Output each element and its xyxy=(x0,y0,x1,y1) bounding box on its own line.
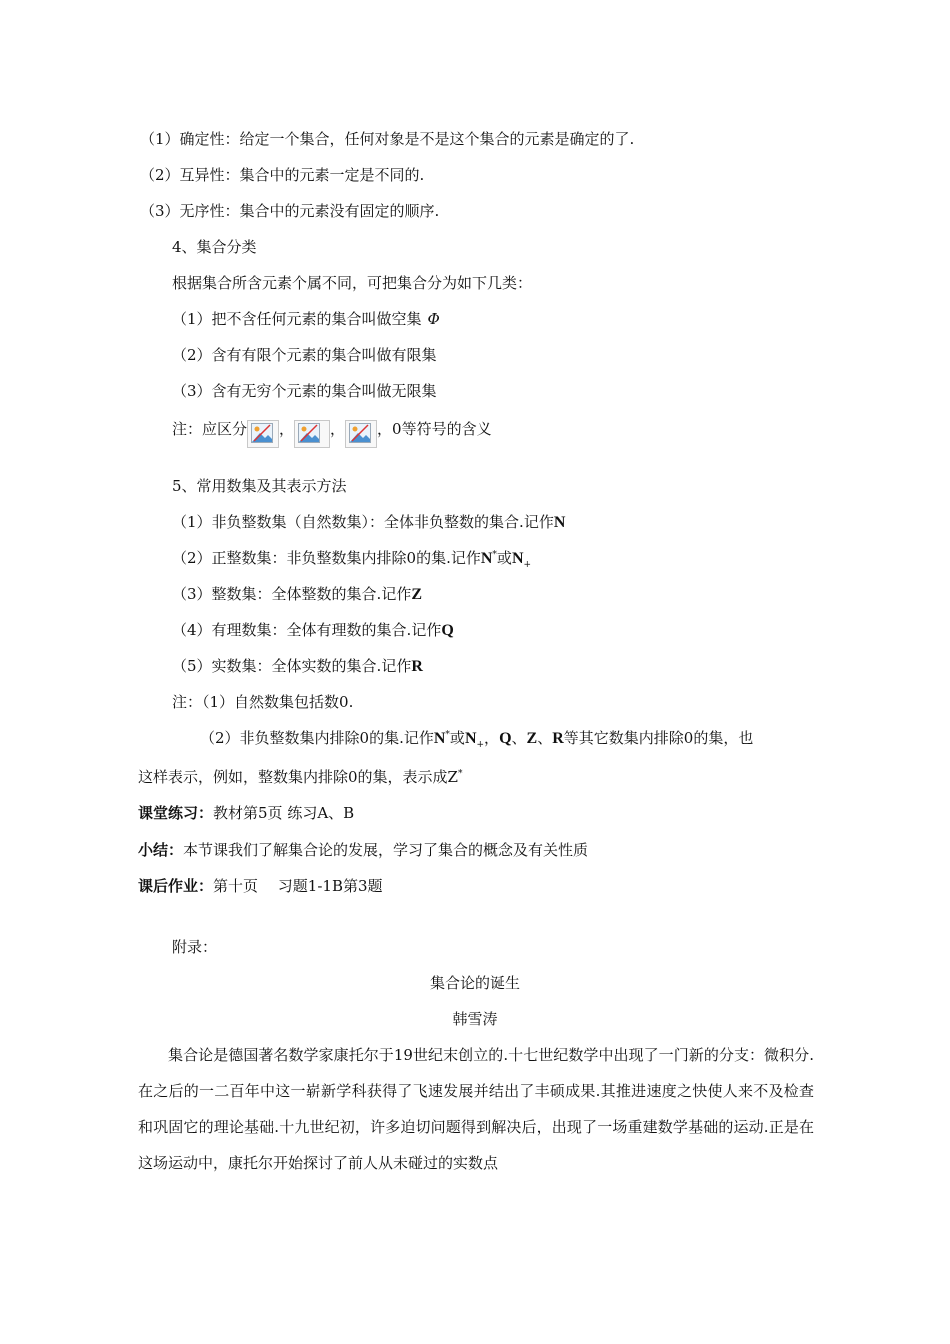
property-definiteness: （1）确定性：给定一个集合，任何对象是不是这个集合的元素是确定的了. xyxy=(140,130,635,148)
summary-text: 本节课我们了解集合论的发展，学习了集合的概念及有关性质 xyxy=(183,841,589,859)
classification-intro: 根据集合所含元素个属不同，可把集合分为如下几类： xyxy=(172,274,533,292)
number-sets-note-2-cont xyxy=(138,767,462,787)
set-symbol-n-plus: N xyxy=(464,730,477,747)
broken-image-icon xyxy=(247,420,279,448)
superscript-star: * xyxy=(492,550,497,560)
property-unordered: （3）无序性：集合中的元素没有固定的顺序. xyxy=(140,202,440,220)
note-label: 注： xyxy=(172,693,203,711)
practice-label: 课堂练习： xyxy=(138,804,214,822)
homework-line xyxy=(138,876,383,896)
note-separator: ， xyxy=(330,420,346,438)
enum-comma: 、 xyxy=(537,729,553,747)
broken-image-icon xyxy=(294,420,330,448)
set-symbol-r: R xyxy=(411,658,423,675)
number-set-text: （1）非负整数集（自然数集）：全体非负整数的集合.记作 xyxy=(172,513,554,531)
note-text: 等其它数集内排除0的集，也 xyxy=(563,729,754,747)
set-symbol-q: Q xyxy=(441,622,454,639)
classification-item-empty xyxy=(172,309,440,329)
set-symbol-r: R xyxy=(552,730,564,747)
section-heading-classification: 4、集合分类 xyxy=(172,238,257,256)
homework-text: 第十页 习题1-1B第3题 xyxy=(213,877,383,895)
number-set-positive xyxy=(172,548,531,569)
note-text: （2）非负整数集内排除0的集.记作 xyxy=(200,729,434,747)
set-symbol-z: Z xyxy=(411,586,422,603)
broken-image-icon xyxy=(345,420,377,448)
set-symbol-n-plus: N xyxy=(511,550,524,567)
property-distinctness: （2）互异性：集合中的元素一定是不同的. xyxy=(140,166,425,184)
summary-line xyxy=(138,840,588,860)
note-suffix: ，0等符号的含义 xyxy=(377,420,492,438)
appendix-label: 附录： xyxy=(172,938,218,956)
classification-item-infinite: （3）含有无穷个元素的集合叫做无限集 xyxy=(172,382,437,400)
number-set-rational xyxy=(172,620,454,641)
number-set-integer xyxy=(172,584,422,605)
number-set-text: （3）整数集：全体整数的集合.记作 xyxy=(172,585,412,603)
number-set-real xyxy=(172,656,423,677)
number-sets-note-1 xyxy=(172,692,353,712)
number-set-text: （4）有理数集：全体有理数的集合.记作 xyxy=(172,621,442,639)
set-symbol-n-star: N xyxy=(433,730,446,747)
note-text: 这样表示，例如，整数集内排除0的集，表示成Z xyxy=(138,768,458,786)
number-set-natural xyxy=(172,512,565,533)
conjunction-or: 或 xyxy=(449,729,465,747)
number-set-text: （5）实数集：全体实数的集合.记作 xyxy=(172,657,412,675)
practice-line xyxy=(138,803,354,823)
appendix-title: 集合论的诞生 xyxy=(429,974,520,992)
appendix-body xyxy=(138,1037,814,1181)
comma: ， xyxy=(484,729,500,747)
set-symbol-z: Z xyxy=(526,730,538,747)
superscript-star: * xyxy=(457,769,463,779)
note-text: （1）自然数集包括数0. xyxy=(202,693,354,711)
appendix-body-text: 集合论是德国著名数学家康托尔于19世纪末创立的.十七世纪数学中出现了一门新的分支：微积分.在之后的一二百年中这一崭新学科获得了飞速发展并结出了丰硕成果.其推进速度之快使人来不及检查和巩固它的理论基础.十九世纪初，许多迫切问题得到解决后，出现了一场重建数学基础的运动.正是在这场运动中，康托尔开始探讨了前人从未碰过的实数点 xyxy=(138,1046,814,1172)
empty-set-symbol: Φ xyxy=(427,310,440,328)
homework-label: 课后作业： xyxy=(138,877,214,895)
classification-item-text: （1）把不含任何元素的集合叫做空集 xyxy=(172,310,422,328)
classification-item-finite: （2）含有有限个元素的集合叫做有限集 xyxy=(172,346,437,364)
note-separator: ， xyxy=(279,420,295,438)
set-symbol-n: N xyxy=(553,514,566,531)
set-symbol-n-star: N xyxy=(480,550,493,567)
practice-text: 教材第5页 练习A、B xyxy=(213,804,355,822)
subscript-plus: + xyxy=(476,740,485,750)
classification-note xyxy=(172,416,492,448)
set-symbol-q: Q xyxy=(499,730,512,747)
note-prefix: 注：应区分 xyxy=(172,420,248,438)
number-sets-note-2 xyxy=(200,728,753,749)
conjunction-or: 或 xyxy=(496,549,512,567)
number-set-text: （2）正整数集：非负整数集内排除0的集.记作 xyxy=(172,549,481,567)
summary-label: 小结： xyxy=(138,841,184,859)
section-heading-number-sets: 5、常用数集及其表示方法 xyxy=(172,477,347,495)
superscript-star: * xyxy=(445,730,450,740)
enum-comma: 、 xyxy=(511,729,527,747)
subscript-plus: + xyxy=(523,560,532,570)
appendix-author: 韩雪涛 xyxy=(452,1010,498,1028)
